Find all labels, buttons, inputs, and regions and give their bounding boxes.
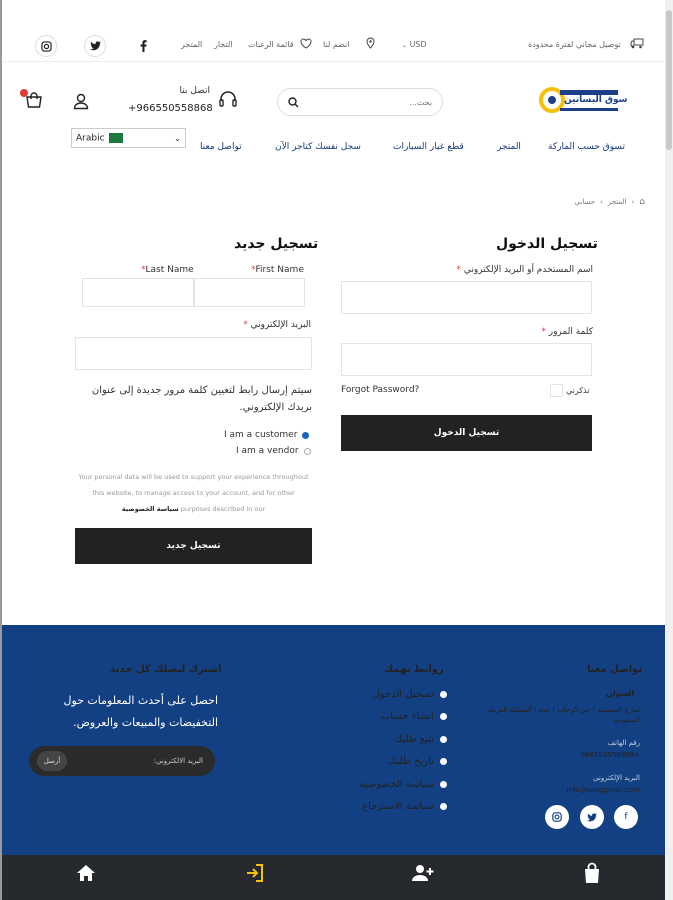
saudi-flag-icon: [109, 133, 123, 143]
subscribe-button[interactable]: أرسل: [37, 751, 67, 771]
language-label: Arabic: [76, 133, 105, 144]
footer-link-login[interactable]: تسجيل الدخول: [372, 689, 447, 700]
privacy-text: [75, 469, 312, 517]
nav-item-car-parts[interactable]: قطع غيار السيارات: [393, 142, 464, 152]
username-label: اسم المستخدم أو البريد الإلكتروني *: [456, 265, 593, 275]
remember-checkbox[interactable]: [550, 384, 563, 397]
password-label: كلمة المرور *: [541, 327, 593, 337]
headset-icon: [218, 90, 238, 115]
account-icon[interactable]: [72, 92, 90, 110]
footer-phone-label: رقم الهاتف: [607, 739, 640, 747]
password-input[interactable]: [341, 343, 592, 376]
truck-icon: [630, 38, 644, 51]
footer-link-register[interactable]: انشاء حساب: [381, 711, 447, 722]
login-title: تسجيل الدخول: [496, 236, 598, 252]
top-bar: [2, 30, 665, 62]
forgot-password-link[interactable]: Forgot Password?: [341, 385, 420, 395]
first-name-input[interactable]: [194, 278, 305, 307]
privacy-policy-link[interactable]: سياسة الخصوصية: [121, 505, 179, 513]
footer-phone[interactable]: +966550558868: [580, 751, 640, 759]
privacy-line-1: Your personal data will be used to support your experience throughout: [78, 473, 309, 481]
topbar-store-link[interactable]: المتجر: [181, 40, 203, 49]
scrollbar-thumb[interactable]: [666, 10, 672, 150]
nav-item-store[interactable]: المتجر: [497, 142, 521, 152]
vendor-label: I am a vendor: [236, 446, 299, 456]
search-box[interactable]: [277, 88, 443, 116]
customer-radio-dot[interactable]: [302, 432, 309, 439]
privacy-line-3: purposes described in our: [180, 505, 266, 513]
footer-facebook-icon[interactable]: f: [614, 805, 638, 829]
add-user-nav-icon[interactable]: [411, 862, 435, 886]
mobile-bottom-bar: [2, 855, 665, 900]
logo-text: سوق البساتين: [564, 95, 628, 105]
customer-radio[interactable]: [224, 430, 309, 440]
vendor-radio[interactable]: [236, 446, 311, 456]
home-icon[interactable]: ⌂: [639, 197, 645, 207]
bag-nav-icon[interactable]: [582, 862, 606, 886]
twitter-icon[interactable]: [84, 35, 106, 57]
contact-phone[interactable]: +966550558868: [128, 103, 213, 114]
footer-link-order-history[interactable]: تاريخ طلبك: [388, 756, 447, 767]
contact-block[interactable]: [128, 86, 238, 120]
home-nav-icon[interactable]: [75, 862, 99, 886]
last-name-input[interactable]: [82, 278, 194, 307]
breadcrumb-store[interactable]: المتجر: [607, 198, 627, 206]
register-title: تسجيل جديد: [234, 236, 319, 252]
privacy-line-2: this website, to manage access to your account, and for other: [92, 489, 295, 497]
footer-instagram-icon[interactable]: [545, 805, 569, 829]
contact-label: اتصل بنا: [179, 86, 210, 96]
login-button[interactable]: تسجيل الدخول: [341, 415, 592, 451]
language-selector[interactable]: [71, 128, 186, 148]
chevron-down-icon: ⌄: [174, 133, 181, 143]
currency-selector[interactable]: ⌄ USD: [402, 40, 427, 49]
cart-icon[interactable]: [25, 92, 43, 110]
remember-label: تذكرني: [566, 386, 590, 395]
register-email-label: البريد الإلكتروني *: [243, 320, 311, 330]
nav-item-contact[interactable]: تواصل معنا: [200, 142, 242, 152]
breadcrumb-account: حسابي: [574, 198, 596, 206]
footer-subscribe-title: اشترك ليصلك كل جديد: [110, 664, 222, 675]
vendor-radio-dot[interactable]: [304, 448, 311, 455]
heart-icon: [300, 38, 312, 51]
nav-item-vendor-register[interactable]: سجل نفسك كتاجر الآن: [275, 142, 361, 152]
footer-email[interactable]: info@souqgmail.com: [566, 786, 640, 794]
login-nav-icon[interactable]: [244, 862, 268, 886]
register-button[interactable]: تسجيل جديد: [75, 528, 312, 564]
password-note: سيتم إرسال رابط لتعيين كلمة مرور جديدة إلى عنوان بريدك الإلكتروني.: [91, 385, 312, 413]
topbar-wishlist-link[interactable]: قائمة الرغبات: [248, 40, 294, 49]
customer-label: I am a customer: [224, 430, 298, 440]
facebook-icon[interactable]: [132, 35, 154, 57]
register-email-input[interactable]: [75, 337, 312, 370]
instagram-icon[interactable]: [35, 35, 57, 57]
footer-links-title: روابط تهمك: [384, 664, 444, 675]
search-icon[interactable]: [288, 93, 299, 112]
nav-item-brands[interactable]: تسوق حسب الماركة: [548, 142, 625, 152]
footer-address: شارع الحسينية | حي الرحاب | جدة | المملكة العربية السعودية: [488, 706, 640, 724]
footer-address-title: العنوان: [606, 689, 635, 698]
topbar-vendors-link[interactable]: التجار: [214, 40, 233, 49]
search-input[interactable]: [299, 98, 432, 107]
scrollbar[interactable]: [665, 0, 673, 900]
footer-link-returns[interactable]: سياسة الاسترجاع: [362, 801, 447, 812]
breadcrumb: حسابي ‹ المتجر ‹ ⌂: [574, 197, 645, 207]
first-name-label: *First Name: [251, 265, 304, 275]
site-logo[interactable]: [538, 82, 628, 118]
footer-link-privacy[interactable]: سياسة الخصوصية: [360, 779, 447, 790]
location-pin-icon: [366, 37, 375, 51]
free-shipping-text: توصيل مجاني لفترة محدودة: [528, 40, 621, 49]
footer-email-label: البريد الإلكتروني: [593, 774, 640, 782]
subscribe-email-input[interactable]: البريد الالكتروني:: [153, 757, 203, 765]
footer-subscribe-text: احصل على أحدث المعلومات حول التخفيضات والمبيعات والعروض.: [63, 694, 218, 729]
subscribe-form: [29, 746, 215, 776]
last-name-label: *Last Name: [141, 265, 194, 275]
footer-contact-title: تواصل معنا: [587, 664, 643, 675]
footer-link-track-order[interactable]: تتبع طلبك: [394, 734, 447, 745]
footer-twitter-icon[interactable]: [580, 805, 604, 829]
username-input[interactable]: [341, 281, 592, 314]
topbar-join-link[interactable]: انضم لنا: [323, 40, 350, 49]
